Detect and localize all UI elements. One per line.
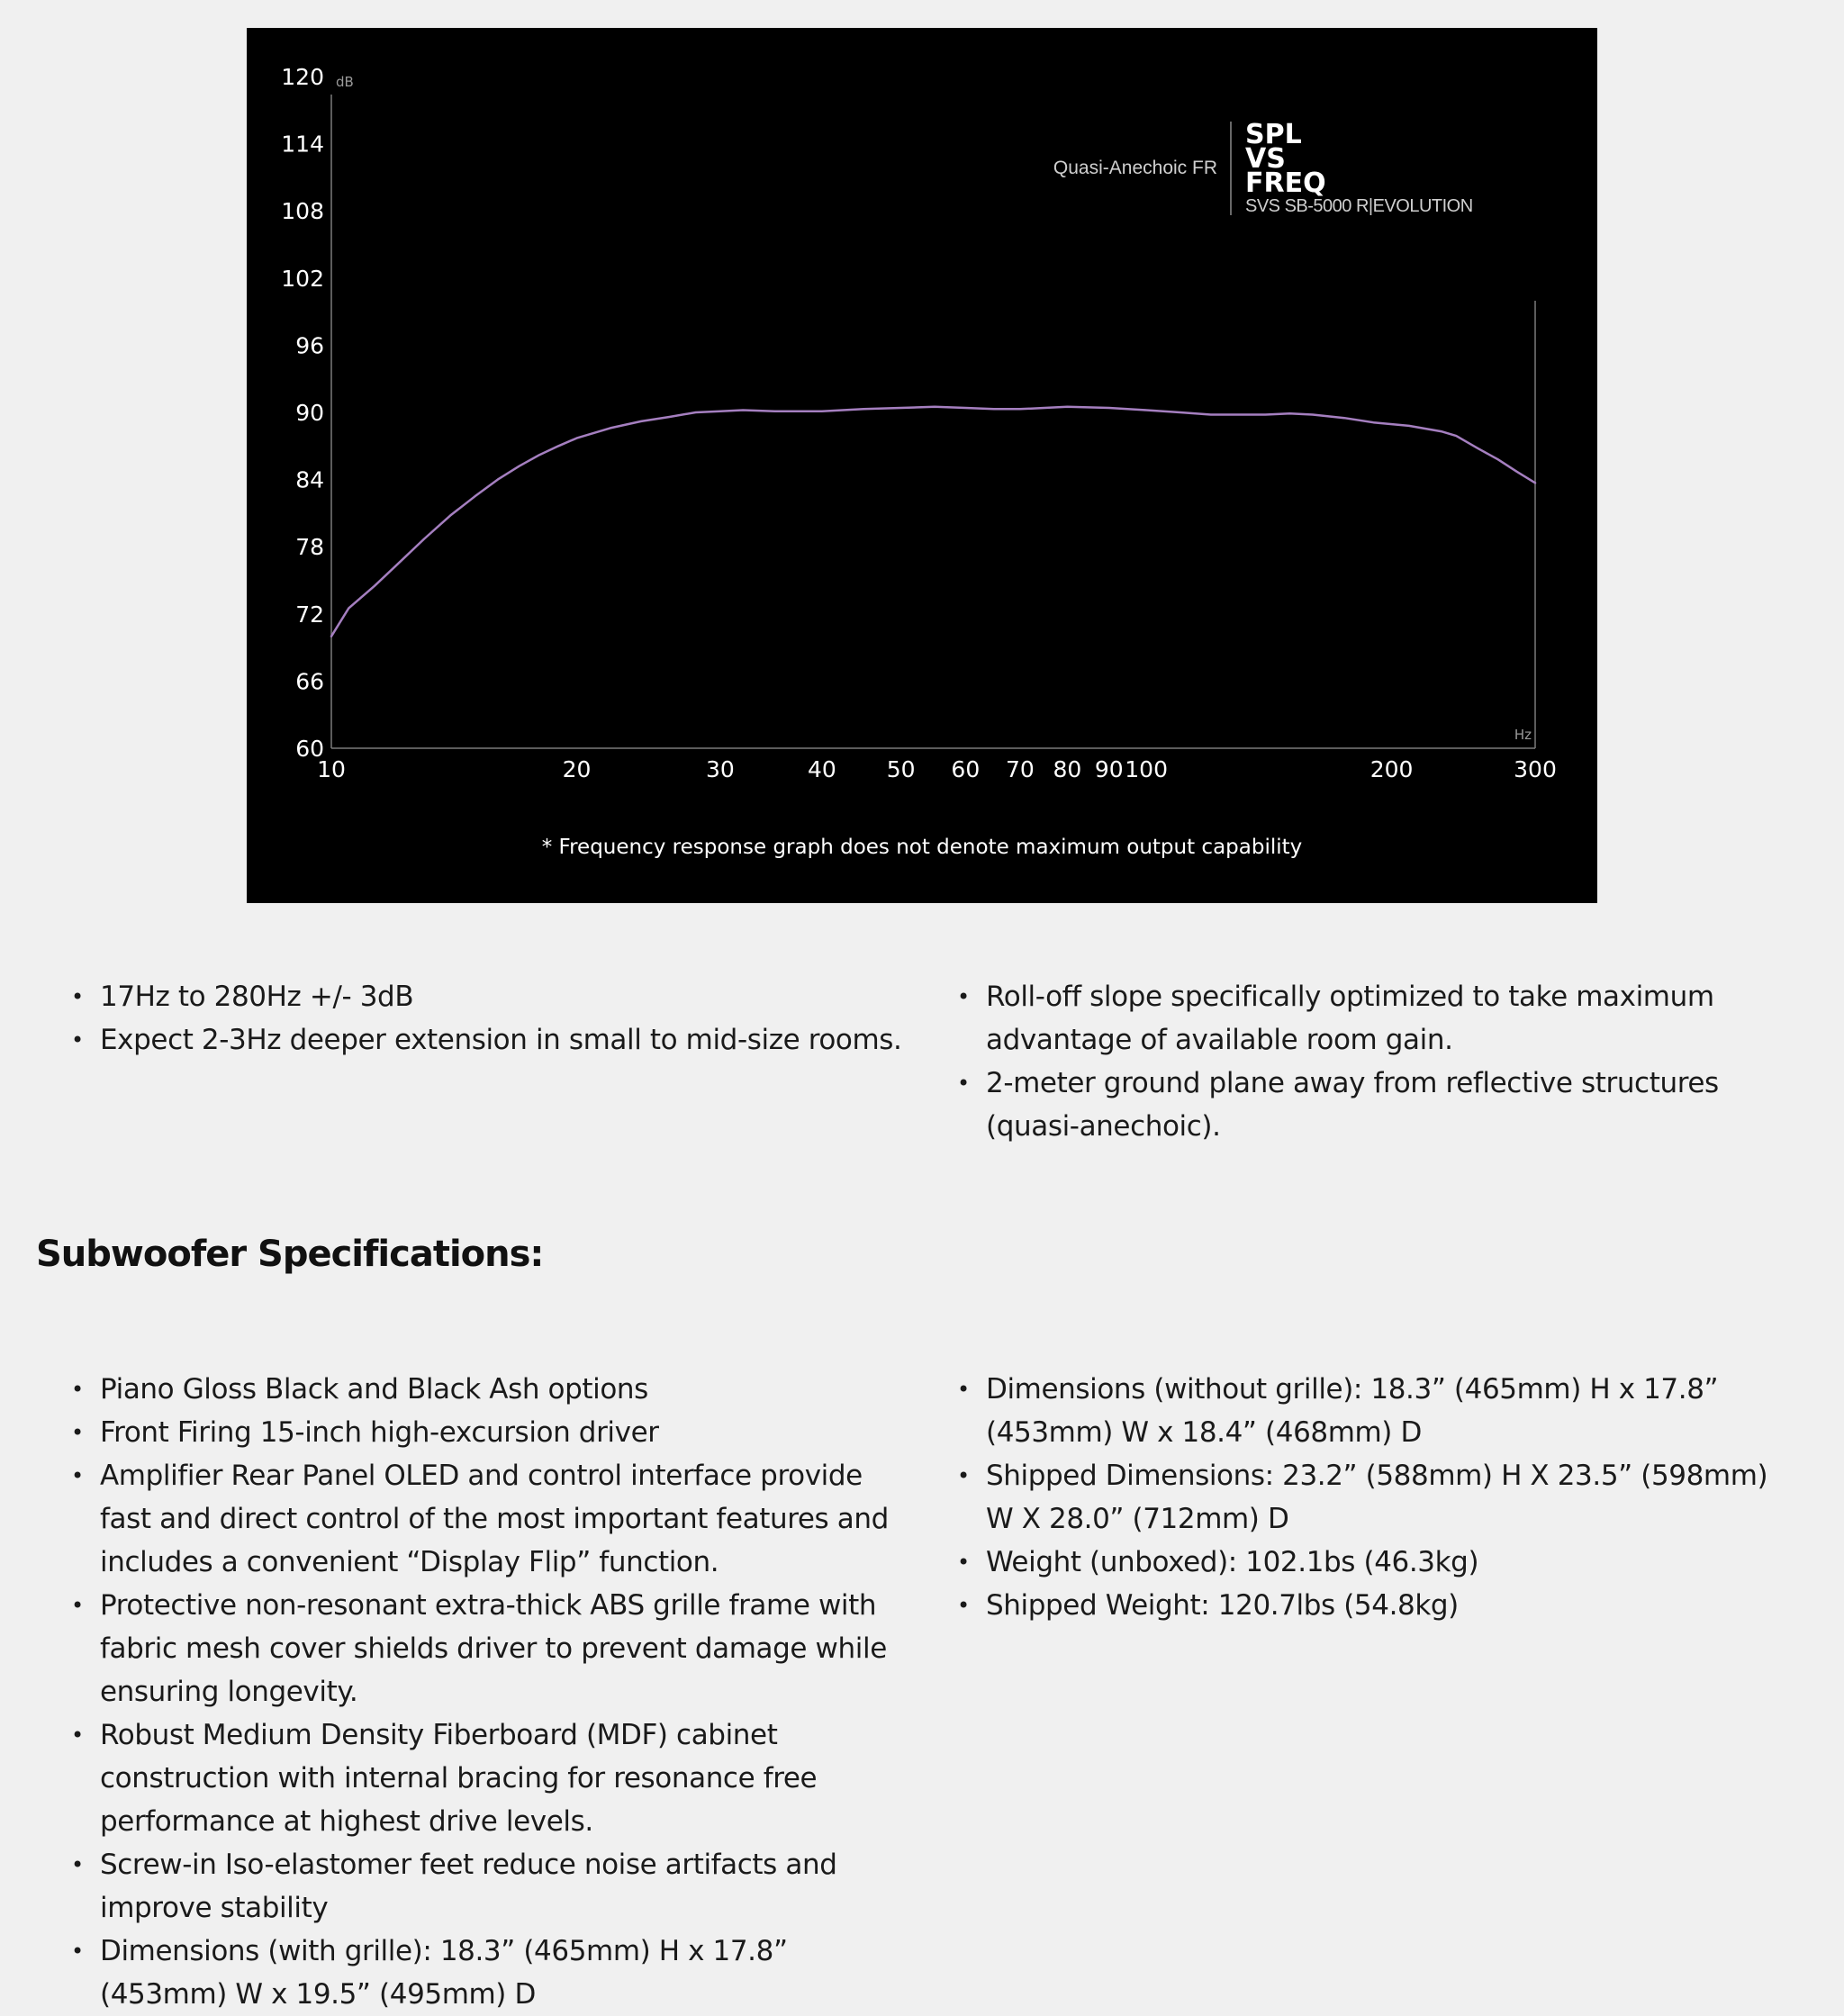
- spec-item: • Dimensions (without grille): 18.3” (465mm) H x 17.8” (453mm) W x 18.4” (468mm) D: [957, 1368, 1794, 1454]
- specs-right: [957, 1368, 1794, 1627]
- spec-item: • Weight (unboxed): 102.1bs (46.3kg): [957, 1541, 1794, 1584]
- spec-item: • Robust Medium Density Fiberboard (MDF) cabinet construction with internal bracing for resonance free performance at highest drive levels.: [71, 1713, 908, 1843]
- y-tick-label: 72: [295, 601, 324, 628]
- specs-left-list: [71, 1368, 908, 2016]
- y-tick-label: 90: [295, 400, 324, 426]
- x-unit-label: Hz: [1514, 727, 1532, 743]
- chart-title-line-3: FREQ: [1245, 167, 1326, 199]
- spec-item: • Screw-in Iso-elastomer feet reduce noise artifacts and improve stability: [71, 1843, 908, 1930]
- response-notes-left-list: [71, 975, 908, 1062]
- x-tick-label: 60: [951, 756, 981, 782]
- chart-subtitle: SVS SB-5000 R|EVOLUTION: [1245, 196, 1473, 216]
- x-tick-label: 30: [705, 756, 735, 782]
- spec-item: • Front Firing 15-inch high-excursion driver: [71, 1411, 908, 1454]
- y-tick-label: 114: [281, 131, 324, 158]
- spec-item: • Shipped Dimensions: 23.2” (588mm) H X 23.5” (598mm) W X 28.0” (712mm) D: [957, 1454, 1794, 1541]
- legend-series-label: Quasi-Anechoic FR: [1053, 158, 1217, 178]
- chart-footnote: * Frequency response graph does not denote maximum output capability: [541, 836, 1303, 859]
- x-tick-label: 10: [317, 756, 346, 782]
- y-tick-label: 78: [295, 534, 324, 561]
- response-note-item: • Expect 2-3Hz deeper extension in small to mid-size rooms.: [71, 1018, 908, 1062]
- axes: [331, 95, 1535, 748]
- response-notes-left: [71, 975, 908, 1062]
- y-tick-label: 108: [281, 198, 324, 225]
- chart-title-line-1: SPL: [1245, 119, 1302, 150]
- spec-item: • Piano Gloss Black and Black Ash options: [71, 1368, 908, 1411]
- y-tick-label: 120: [281, 64, 324, 90]
- y-tick-label: 102: [281, 265, 324, 292]
- spec-item: • Shipped Weight: 120.7lbs (54.8kg): [957, 1584, 1794, 1627]
- x-tick-label: 70: [1006, 756, 1035, 782]
- series-line: [331, 407, 1535, 637]
- chart-title-line-2: VS: [1245, 143, 1286, 175]
- x-tick-label: 90: [1094, 756, 1124, 782]
- frequency-response-chart: [247, 28, 1597, 903]
- x-tick-label: 50: [886, 756, 916, 782]
- x-tick-label: 20: [562, 756, 592, 782]
- tick-labels: [281, 64, 1557, 782]
- x-tick-label: 40: [808, 756, 836, 782]
- specs-right-list: [957, 1368, 1794, 1627]
- y-unit-label: dB: [336, 74, 354, 90]
- response-notes-right-list: [957, 975, 1794, 1148]
- x-tick-label: 200: [1369, 756, 1414, 782]
- specs-left: [71, 1368, 908, 2016]
- y-tick-label: 66: [295, 668, 324, 695]
- x-tick-label: 80: [1053, 756, 1082, 782]
- spec-item: • Dimensions (with grille): 18.3” (465mm) H x 17.8” (453mm) W x 19.5” (495mm) D: [71, 1930, 908, 2016]
- x-tick-label: 300: [1514, 756, 1557, 782]
- chart-svg: [247, 28, 1597, 903]
- series-layer: [331, 407, 1535, 637]
- specs-heading: Subwoofer Specifications:: [36, 1234, 544, 1275]
- x-tick-label: 100: [1125, 756, 1168, 782]
- chart-legend: [1053, 119, 1473, 216]
- y-tick-label: 96: [295, 332, 324, 359]
- response-note-item: • 17Hz to 280Hz +/- 3dB: [71, 975, 908, 1018]
- response-note-item: • Roll-off slope specifically optimized to take maximum advantage of available room gain.: [957, 975, 1794, 1062]
- y-tick-label: 60: [295, 736, 324, 762]
- y-tick-label: 84: [295, 466, 324, 493]
- spec-item: • Protective non-resonant extra-thick ABS grille frame with fabric mesh cover shields driver to prevent damage while ensuring longevity.: [71, 1584, 908, 1713]
- spec-item: • Amplifier Rear Panel OLED and control interface provide fast and direct control of the most important features and includes a convenient “Display Flip” function.: [71, 1454, 908, 1584]
- response-notes-right: [957, 975, 1794, 1148]
- response-note-item: • 2-meter ground plane away from reflective structures (quasi-anechoic).: [957, 1062, 1794, 1148]
